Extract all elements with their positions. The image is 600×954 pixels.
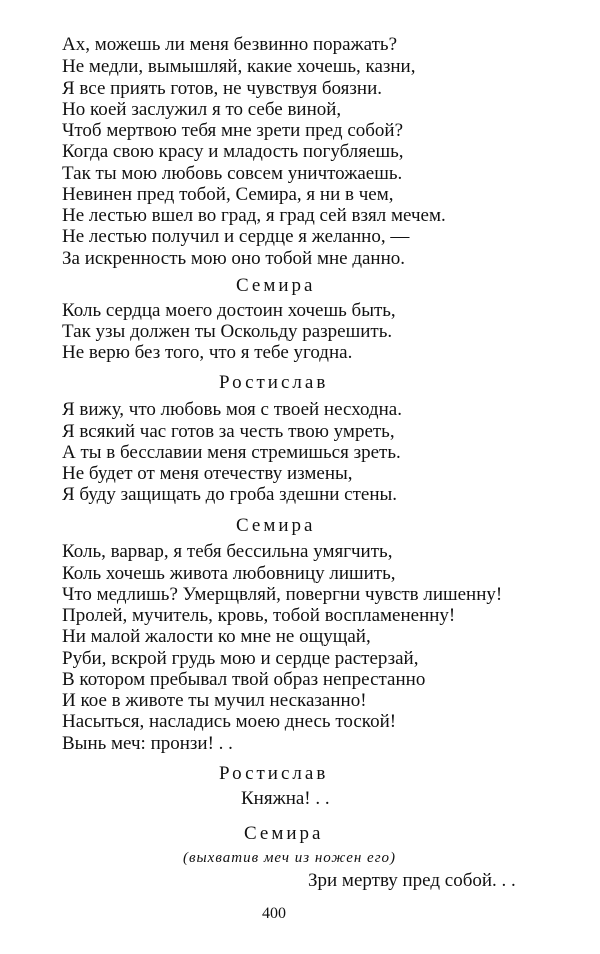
- verse-line: За искренность мою оно тобой мне данно.: [62, 248, 406, 269]
- verse-line: Вынь меч: пронзи! . .: [62, 733, 233, 754]
- verse-line: Я все приять готов, не чувствуя боязни.: [62, 78, 382, 99]
- verse-line: Коль сердца моего достоин хочешь быть,: [62, 300, 396, 321]
- verse-line: Так узы должен ты Оскольду разрешить.: [62, 321, 393, 342]
- stage-direction: (выхватив меч из ножен его): [183, 850, 397, 866]
- verse-line: Я буду защищать до гроба здешни стены.: [62, 484, 398, 505]
- verse-line: Но коей заслужил я то себе виной,: [62, 99, 342, 120]
- verse-line: Я всякий час готов за честь твою умреть,: [62, 421, 395, 442]
- verse-line: Когда свою красу и младость погубляешь,: [62, 141, 404, 162]
- verse-line: Не медли, вымышляй, какие хочешь, казни,: [62, 56, 416, 77]
- verse-line: Коль, варвар, я тебя бессильна умягчить,: [62, 541, 393, 562]
- speaker-name: Семира: [236, 515, 316, 536]
- verse-line: И кое в животе ты мучил несказанно!: [62, 690, 367, 711]
- verse-line: Не будет от меня отечеству измены,: [62, 463, 353, 484]
- verse-line: Что медлишь? Умерщвляй, повергни чувств лишенну!: [62, 584, 503, 605]
- verse-line: Невинен пред тобой, Семира, я ни в чем,: [62, 184, 394, 205]
- verse-line: Ни малой жалости ко мне не ощущай,: [62, 626, 371, 647]
- verse-line: Княжна! . .: [241, 788, 330, 809]
- verse-line: Пролей, мучитель, кровь, тобой воспламененну!: [62, 605, 456, 626]
- verse-line: А ты в бесславии меня стремишься зреть.: [62, 442, 401, 463]
- verse-line: В котором пребывал твой образ непрестанно: [62, 669, 426, 690]
- verse-line: Коль хочешь живота любовницу лишить,: [62, 563, 396, 584]
- speaker-name: Ростислав: [219, 763, 329, 784]
- verse-line: Чтоб мертвою тебя мне зрети пред собой?: [62, 120, 404, 141]
- verse-line: Ах, можешь ли меня безвинно поражать?: [62, 34, 398, 55]
- page-number: 400: [262, 905, 286, 922]
- verse-line: Не лестью вшел во град, я град сей взял мечем.: [62, 205, 446, 226]
- verse-line: Так ты мою любовь совсем уничтожаешь.: [62, 163, 403, 184]
- speaker-name: Семира: [236, 275, 316, 296]
- verse-line: Руби, вскрой грудь мою и сердце растерзай,: [62, 648, 419, 669]
- verse-line: Насыться, насладись моею днесь тоской!: [62, 711, 397, 732]
- verse-line: Зри мертву пред собой. . .: [308, 870, 516, 891]
- speaker-name: Ростислав: [219, 372, 329, 393]
- verse-line: Не лестью получил и сердце я желанно, —: [62, 226, 410, 247]
- verse-line: Я вижу, что любовь моя с твоей несходна.: [62, 399, 402, 420]
- speaker-name: Семира: [244, 823, 324, 844]
- verse-line: Не верю без того, что я тебе угодна.: [62, 342, 353, 363]
